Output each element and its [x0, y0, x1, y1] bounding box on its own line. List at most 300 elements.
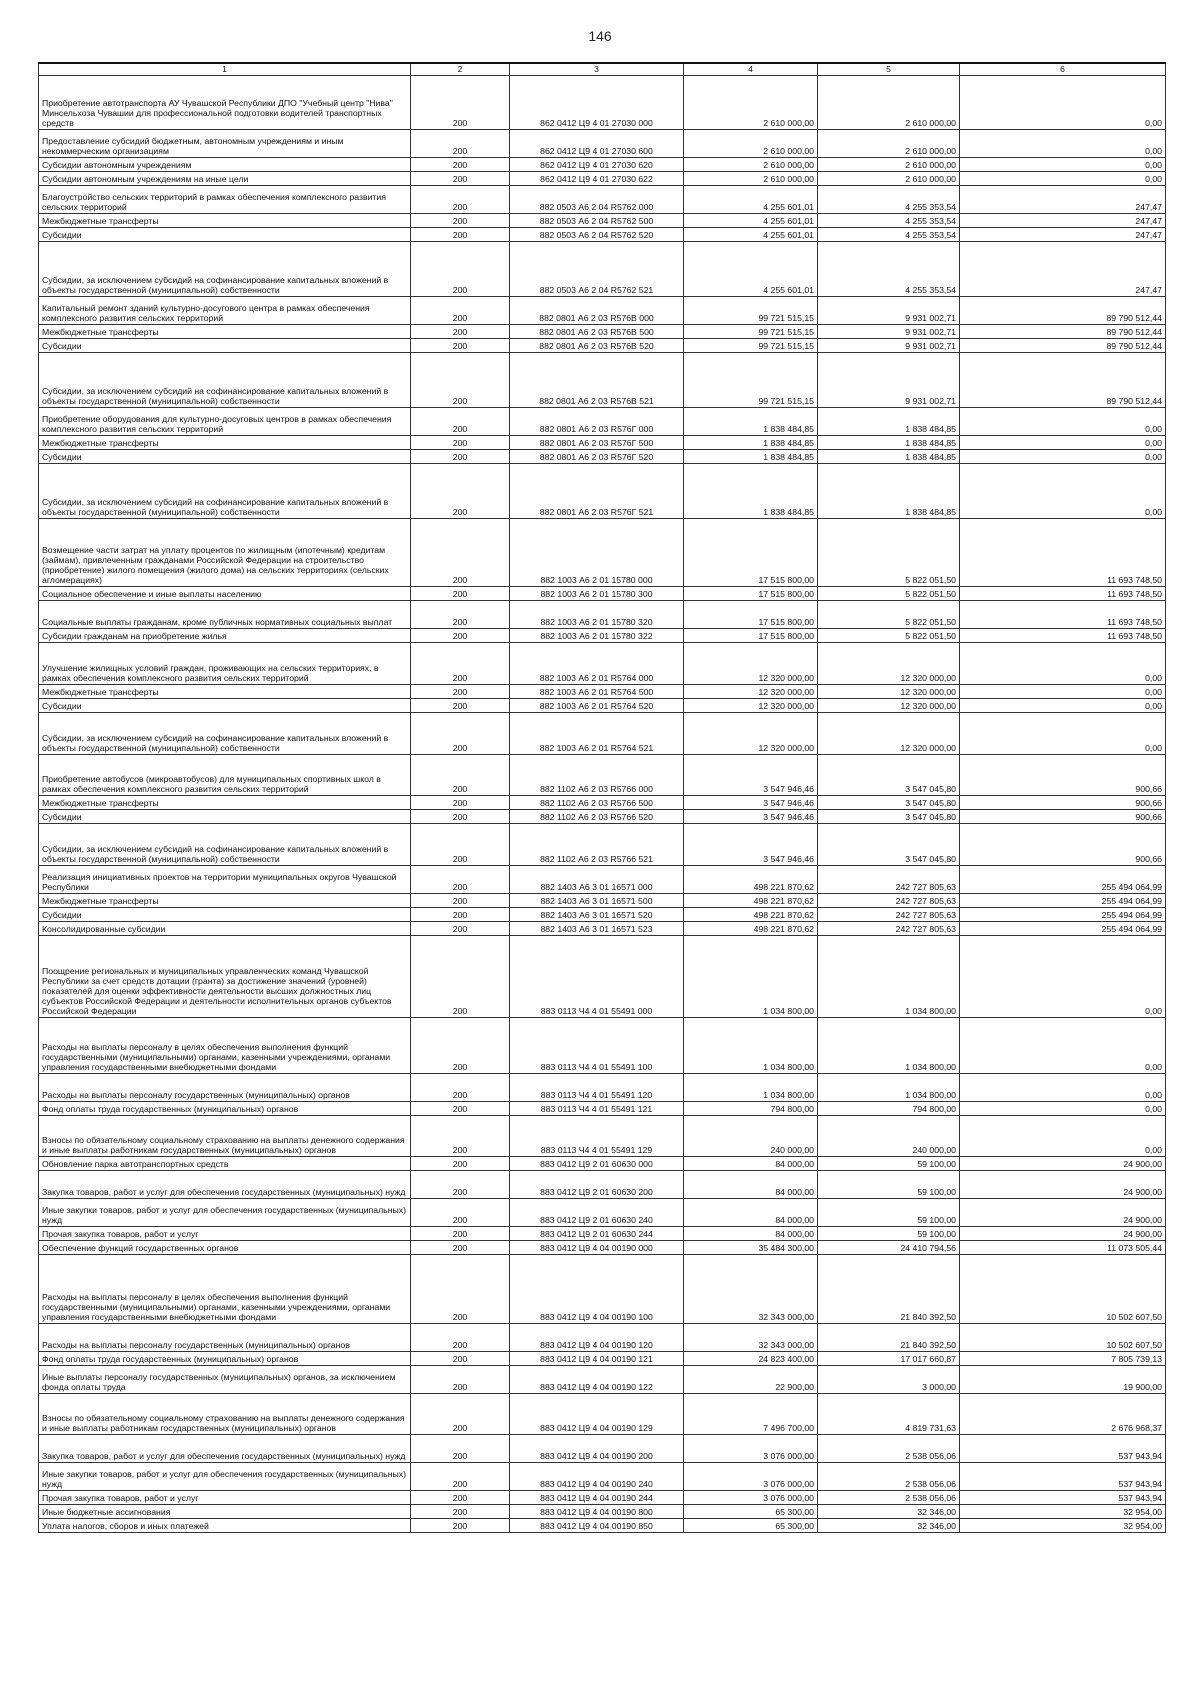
row-fact: 2 610 000,00 [818, 172, 960, 186]
table-row [39, 130, 1166, 158]
row-fact: 59 100,00 [818, 1157, 960, 1171]
row-code: 200 [411, 699, 510, 713]
header-row [39, 63, 1166, 76]
row-plan: 22 900,00 [684, 1366, 818, 1394]
row-name: Фонд оплаты труда государственных (муниципальных) органов [39, 1102, 411, 1116]
table-row [39, 339, 1166, 353]
row-rest: 247,47 [960, 186, 1166, 214]
row-rest: 11 073 505,44 [960, 1241, 1166, 1255]
table-row [39, 1227, 1166, 1241]
column-header: 2 [411, 63, 510, 76]
row-name: Субсидии [39, 228, 411, 242]
row-fact: 9 931 002,71 [818, 297, 960, 325]
row-kbk: 882 1403 А6 3 01 16571 520 [510, 908, 684, 922]
row-kbk: 862 0412 Ц9 4 01 27030 000 [510, 76, 684, 130]
row-name: Субсидии, за исключением субсидий на софинансирование капитальных вложений в объекты государственной (муниципальной) собственности [39, 242, 411, 297]
row-plan: 4 255 601,01 [684, 228, 818, 242]
row-name: Возмещение части затрат на уплату процентов по жилищным (ипотечным) кредитам (займам), привлеченным гражданами Российской Федерации на строительство (приобретение) жилого помещения (жилого дома) на сельских территориях (сельских агломерациях) [39, 519, 411, 587]
table-row [39, 936, 1166, 1018]
table-row [39, 464, 1166, 519]
row-rest: 11 693 748,50 [960, 629, 1166, 643]
row-fact: 21 840 392,50 [818, 1324, 960, 1352]
row-rest: 24 900,00 [960, 1171, 1166, 1199]
row-kbk: 882 0801 А6 2 03 R576Г 500 [510, 436, 684, 450]
row-plan: 32 343 000,00 [684, 1255, 818, 1324]
row-code: 200 [411, 908, 510, 922]
row-rest: 11 693 748,50 [960, 587, 1166, 601]
row-kbk: 883 0412 Ц9 4 04 00190 129 [510, 1394, 684, 1435]
row-rest: 537 943,94 [960, 1491, 1166, 1505]
row-fact: 17 017 660,87 [818, 1352, 960, 1366]
row-kbk: 882 1003 А6 2 01 15780 000 [510, 519, 684, 587]
table-row [39, 908, 1166, 922]
row-code: 200 [411, 1018, 510, 1074]
row-code: 200 [411, 1157, 510, 1171]
row-plan: 65 300,00 [684, 1519, 818, 1533]
row-kbk: 883 0412 Ц9 4 04 00190 120 [510, 1324, 684, 1352]
row-plan: 2 610 000,00 [684, 76, 818, 130]
row-kbk: 882 1003 А6 2 01 15780 300 [510, 587, 684, 601]
table-row [39, 76, 1166, 130]
row-fact: 242 727 805,63 [818, 908, 960, 922]
row-fact: 1 838 484,85 [818, 450, 960, 464]
row-code: 200 [411, 1171, 510, 1199]
row-kbk: 882 0801 А6 2 03 R576В 500 [510, 325, 684, 339]
column-header: 5 [818, 63, 960, 76]
row-plan: 4 255 601,01 [684, 214, 818, 228]
column-header: 3 [510, 63, 684, 76]
row-name: Закупка товаров, работ и услуг для обеспечения государственных (муниципальных) нужд [39, 1171, 411, 1199]
row-kbk: 882 0801 А6 2 03 R576Г 520 [510, 450, 684, 464]
row-rest: 11 693 748,50 [960, 519, 1166, 587]
row-code: 200 [411, 1255, 510, 1324]
table-row [39, 1491, 1166, 1505]
table-row [39, 643, 1166, 685]
row-plan: 84 000,00 [684, 1199, 818, 1227]
row-code: 200 [411, 796, 510, 810]
row-name: Иные закупки товаров, работ и услуг для обеспечения государственных (муниципальных) нужд [39, 1199, 411, 1227]
table-row [39, 1116, 1166, 1157]
row-code: 200 [411, 601, 510, 629]
row-plan: 3 547 946,46 [684, 796, 818, 810]
row-rest: 0,00 [960, 436, 1166, 450]
row-code: 200 [411, 353, 510, 408]
row-kbk: 882 0801 А6 2 03 R576В 000 [510, 297, 684, 325]
row-plan: 17 515 800,00 [684, 519, 818, 587]
table-row [39, 1018, 1166, 1074]
row-name: Межбюджетные трансферты [39, 685, 411, 699]
row-fact: 4 819 731,63 [818, 1394, 960, 1435]
row-rest: 900,66 [960, 755, 1166, 796]
table-row [39, 894, 1166, 908]
row-name: Прочая закупка товаров, работ и услуг [39, 1491, 411, 1505]
row-kbk: 883 0412 Ц9 4 04 00190 850 [510, 1519, 684, 1533]
row-name: Поощрение региональных и муниципальных управленческих команд Чувашской Республики за счет средств дотации (гранта) за достижение значений (уровней) показателей для оценки эффективности деятельности высших должностных лиц субъектов Российской Федерации и деятельности исполнительных органов субъектов Российской Федерации [39, 936, 411, 1018]
row-code: 200 [411, 643, 510, 685]
row-rest: 0,00 [960, 1102, 1166, 1116]
row-fact: 5 822 051,50 [818, 519, 960, 587]
row-fact: 1 034 800,00 [818, 1074, 960, 1102]
row-kbk: 883 0412 Ц9 2 01 60630 000 [510, 1157, 684, 1171]
row-code: 200 [411, 214, 510, 228]
row-rest: 24 900,00 [960, 1227, 1166, 1241]
row-plan: 32 343 000,00 [684, 1324, 818, 1352]
row-rest: 19 900,00 [960, 1366, 1166, 1394]
row-kbk: 862 0412 Ц9 4 01 27030 622 [510, 172, 684, 186]
row-name: Обновление парка автотранспортных средств [39, 1157, 411, 1171]
row-fact: 3 547 045,80 [818, 824, 960, 866]
row-code: 200 [411, 158, 510, 172]
row-rest: 247,47 [960, 228, 1166, 242]
row-fact: 1 034 800,00 [818, 1018, 960, 1074]
row-fact: 242 727 805,63 [818, 922, 960, 936]
row-code: 200 [411, 1102, 510, 1116]
row-rest: 0,00 [960, 408, 1166, 436]
row-plan: 99 721 515,15 [684, 339, 818, 353]
row-rest: 2 676 968,37 [960, 1394, 1166, 1435]
row-plan: 1 838 484,85 [684, 464, 818, 519]
table-row [39, 297, 1166, 325]
row-rest: 900,66 [960, 824, 1166, 866]
row-code: 200 [411, 297, 510, 325]
table-row [39, 1505, 1166, 1519]
row-code: 200 [411, 1435, 510, 1463]
row-code: 200 [411, 894, 510, 908]
row-rest: 0,00 [960, 1116, 1166, 1157]
row-name: Субсидии [39, 810, 411, 824]
row-name: Расходы на выплаты персоналу государственных (муниципальных) органов [39, 1074, 411, 1102]
row-rest: 255 494 064,99 [960, 922, 1166, 936]
row-fact: 794 800,00 [818, 1102, 960, 1116]
row-rest: 89 790 512,44 [960, 353, 1166, 408]
row-plan: 99 721 515,15 [684, 353, 818, 408]
row-name: Субсидии [39, 450, 411, 464]
row-plan: 3 547 946,46 [684, 810, 818, 824]
row-code: 200 [411, 228, 510, 242]
row-fact: 4 255 353,54 [818, 214, 960, 228]
row-name: Приобретение автотранспорта АУ Чувашской Республики ДПО "Учебный центр "Нива" Минсельхоза Чувашии для профессиональной подготовки водителей транспортных средств [39, 76, 411, 130]
row-kbk: 882 1003 А6 2 01 R5764 520 [510, 699, 684, 713]
row-name: Приобретение автобусов (микроавтобусов) для муниципальных спортивных школ в рамках обеспечения комплексного развития сельских территорий [39, 755, 411, 796]
table-row [39, 1074, 1166, 1102]
page-number: 146 [588, 28, 612, 44]
row-fact: 1 838 484,85 [818, 408, 960, 436]
row-name: Субсидии [39, 339, 411, 353]
table-row [39, 1366, 1166, 1394]
row-code: 200 [411, 1394, 510, 1435]
row-plan: 7 496 700,00 [684, 1394, 818, 1435]
row-name: Субсидии [39, 699, 411, 713]
row-code: 200 [411, 629, 510, 643]
row-name: Закупка товаров, работ и услуг для обеспечения государственных (муниципальных) нужд [39, 1435, 411, 1463]
row-kbk: 883 0412 Ц9 4 04 00190 200 [510, 1435, 684, 1463]
row-kbk: 883 0412 Ц9 4 04 00190 800 [510, 1505, 684, 1519]
row-code: 200 [411, 685, 510, 699]
row-rest: 0,00 [960, 699, 1166, 713]
row-fact: 240 000,00 [818, 1116, 960, 1157]
table-row [39, 1102, 1166, 1116]
row-kbk: 883 0412 Ц9 4 04 00190 000 [510, 1241, 684, 1255]
row-rest: 0,00 [960, 1018, 1166, 1074]
row-fact: 4 255 353,54 [818, 228, 960, 242]
row-fact: 4 255 353,54 [818, 186, 960, 214]
row-name: Субсидии, за исключением субсидий на софинансирование капитальных вложений в объекты государственной (муниципальной) собственности [39, 464, 411, 519]
row-fact: 12 320 000,00 [818, 685, 960, 699]
row-fact: 1 838 484,85 [818, 436, 960, 450]
row-kbk: 882 0503 А6 2 04 R5762 500 [510, 214, 684, 228]
row-fact: 12 320 000,00 [818, 713, 960, 755]
table-row [39, 755, 1166, 796]
row-rest: 537 943,94 [960, 1435, 1166, 1463]
row-code: 200 [411, 242, 510, 297]
row-rest: 255 494 064,99 [960, 894, 1166, 908]
row-name: Социальное обеспечение и иные выплаты населению [39, 587, 411, 601]
row-kbk: 883 0113 Ч4 4 01 55491 129 [510, 1116, 684, 1157]
row-name: Расходы на выплаты персоналу в целях обеспечения выполнения функций государственными (муниципальными) органами, казенными учреждениями, органами управления государственными внебюджетными фондами [39, 1255, 411, 1324]
table-row [39, 796, 1166, 810]
row-kbk: 883 0113 Ч4 4 01 55491 120 [510, 1074, 684, 1102]
row-code: 200 [411, 1199, 510, 1227]
row-fact: 3 000,00 [818, 1366, 960, 1394]
row-fact: 1 034 800,00 [818, 936, 960, 1018]
table-row [39, 325, 1166, 339]
row-name: Межбюджетные трансферты [39, 436, 411, 450]
row-plan: 1 838 484,85 [684, 408, 818, 436]
row-rest: 0,00 [960, 158, 1166, 172]
row-rest: 24 900,00 [960, 1199, 1166, 1227]
row-name: Расходы на выплаты персоналу государственных (муниципальных) органов [39, 1324, 411, 1352]
table-row [39, 186, 1166, 214]
row-kbk: 883 0412 Ц9 4 04 00190 240 [510, 1463, 684, 1491]
row-rest: 0,00 [960, 172, 1166, 186]
row-name: Межбюджетные трансферты [39, 325, 411, 339]
table-row [39, 1463, 1166, 1491]
table-row [39, 242, 1166, 297]
table-row [39, 1519, 1166, 1533]
row-fact: 32 346,00 [818, 1505, 960, 1519]
row-rest: 32 954,00 [960, 1519, 1166, 1533]
table-row [39, 1241, 1166, 1255]
table-row [39, 172, 1166, 186]
row-code: 200 [411, 755, 510, 796]
row-plan: 2 610 000,00 [684, 172, 818, 186]
row-plan: 2 610 000,00 [684, 130, 818, 158]
table-body [39, 76, 1166, 1533]
row-plan: 99 721 515,15 [684, 325, 818, 339]
row-fact: 3 547 045,80 [818, 796, 960, 810]
row-name: Межбюджетные трансферты [39, 214, 411, 228]
row-kbk: 882 0503 А6 2 04 R5762 000 [510, 186, 684, 214]
row-code: 200 [411, 1491, 510, 1505]
row-rest: 900,66 [960, 796, 1166, 810]
row-plan: 12 320 000,00 [684, 685, 818, 699]
row-plan: 24 823 400,00 [684, 1352, 818, 1366]
row-code: 200 [411, 810, 510, 824]
table-row [39, 685, 1166, 699]
table-row [39, 1157, 1166, 1171]
table-row [39, 214, 1166, 228]
row-rest: 0,00 [960, 643, 1166, 685]
row-kbk: 862 0412 Ц9 4 01 27030 600 [510, 130, 684, 158]
row-kbk: 883 0113 Ч4 4 01 55491 000 [510, 936, 684, 1018]
row-code: 200 [411, 130, 510, 158]
row-plan: 1 034 800,00 [684, 936, 818, 1018]
row-code: 200 [411, 76, 510, 130]
row-fact: 3 547 045,80 [818, 755, 960, 796]
table-row [39, 436, 1166, 450]
row-name: Субсидии, за исключением субсидий на софинансирование капитальных вложений в объекты государственной (муниципальной) собственности [39, 353, 411, 408]
table-row [39, 629, 1166, 643]
column-header: 4 [684, 63, 818, 76]
row-rest: 0,00 [960, 464, 1166, 519]
row-code: 200 [411, 1463, 510, 1491]
row-kbk: 882 1003 А6 2 01 15780 320 [510, 601, 684, 629]
row-rest: 247,47 [960, 214, 1166, 228]
row-code: 200 [411, 339, 510, 353]
row-code: 200 [411, 408, 510, 436]
row-name: Улучшение жилищных условий граждан, проживающих на сельских территориях, в рамках обеспечения комплексного развития сельских территорий [39, 643, 411, 685]
row-plan: 498 221 870,62 [684, 922, 818, 936]
row-code: 200 [411, 1352, 510, 1366]
table-row [39, 1324, 1166, 1352]
row-fact: 2 610 000,00 [818, 76, 960, 130]
row-name: Реализация инициативных проектов на территории муниципальных округов Чувашской Республики [39, 866, 411, 894]
row-rest: 10 502 607,50 [960, 1255, 1166, 1324]
row-rest: 0,00 [960, 1074, 1166, 1102]
row-code: 200 [411, 172, 510, 186]
row-fact: 12 320 000,00 [818, 699, 960, 713]
table-row [39, 866, 1166, 894]
row-code: 200 [411, 1074, 510, 1102]
row-plan: 17 515 800,00 [684, 629, 818, 643]
row-rest: 247,47 [960, 242, 1166, 297]
row-rest: 0,00 [960, 450, 1166, 464]
row-plan: 794 800,00 [684, 1102, 818, 1116]
row-code: 200 [411, 1324, 510, 1352]
row-kbk: 882 0801 А6 2 03 R576В 520 [510, 339, 684, 353]
column-header: 6 [960, 63, 1166, 76]
row-fact: 5 822 051,50 [818, 629, 960, 643]
row-fact: 3 547 045,80 [818, 810, 960, 824]
row-name: Иные выплаты персоналу государственных (муниципальных) органов, за исключением фонда оплаты труда [39, 1366, 411, 1394]
row-name: Субсидии, за исключением субсидий на софинансирование капитальных вложений в объекты государственной (муниципальной) собственности [39, 713, 411, 755]
row-code: 200 [411, 436, 510, 450]
row-code: 200 [411, 1505, 510, 1519]
row-rest: 0,00 [960, 130, 1166, 158]
row-fact: 12 320 000,00 [818, 643, 960, 685]
row-kbk: 882 1403 А6 3 01 16571 523 [510, 922, 684, 936]
row-plan: 84 000,00 [684, 1171, 818, 1199]
row-code: 200 [411, 464, 510, 519]
row-plan: 65 300,00 [684, 1505, 818, 1519]
row-kbk: 883 0412 Ц9 2 01 60630 200 [510, 1171, 684, 1199]
row-rest: 0,00 [960, 685, 1166, 699]
table-row [39, 699, 1166, 713]
row-code: 200 [411, 936, 510, 1018]
row-plan: 3 076 000,00 [684, 1491, 818, 1505]
row-plan: 3 547 946,46 [684, 824, 818, 866]
row-kbk: 883 0113 Ч4 4 01 55491 121 [510, 1102, 684, 1116]
row-kbk: 882 1003 А6 2 01 R5764 500 [510, 685, 684, 699]
row-fact: 9 931 002,71 [818, 325, 960, 339]
table-row [39, 587, 1166, 601]
row-rest: 255 494 064,99 [960, 866, 1166, 894]
row-name: Взносы по обязательному социальному страхованию на выплаты денежного содержания и иные выплаты работникам государственных (муниципальных) органов [39, 1116, 411, 1157]
row-rest: 255 494 064,99 [960, 908, 1166, 922]
row-kbk: 882 1403 А6 3 01 16571 000 [510, 866, 684, 894]
row-plan: 3 076 000,00 [684, 1463, 818, 1491]
row-rest: 10 502 607,50 [960, 1324, 1166, 1352]
row-fact: 242 727 805,63 [818, 894, 960, 908]
row-plan: 84 000,00 [684, 1227, 818, 1241]
table-row [39, 450, 1166, 464]
budget-table [38, 62, 1166, 1533]
row-kbk: 883 0412 Ц9 2 01 60630 240 [510, 1199, 684, 1227]
row-name: Предоставление субсидий бюджетным, автономным учреждениям и иным некоммерческим организациям [39, 130, 411, 158]
row-fact: 5 822 051,50 [818, 601, 960, 629]
row-name: Субсидии гражданам на приобретение жилья [39, 629, 411, 643]
row-name: Капитальный ремонт зданий культурно-досугового центра в рамках обеспечения комплексного развития сельских территорий [39, 297, 411, 325]
table-row [39, 713, 1166, 755]
row-name: Расходы на выплаты персоналу в целях обеспечения выполнения функций государственными (муниципальными) органами, казенными учреждениями, органами управления государственными внебюджетными фондами [39, 1018, 411, 1074]
row-name: Прочая закупка товаров, работ и услуг [39, 1227, 411, 1241]
row-name: Субсидии автономным учреждениям на иные цели [39, 172, 411, 186]
row-kbk: 883 0412 Ц9 4 04 00190 121 [510, 1352, 684, 1366]
row-plan: 99 721 515,15 [684, 297, 818, 325]
row-kbk: 882 0801 А6 2 03 R576Г 000 [510, 408, 684, 436]
row-plan: 1 838 484,85 [684, 436, 818, 450]
row-rest: 7 805 739,13 [960, 1352, 1166, 1366]
row-kbk: 882 1403 А6 3 01 16571 500 [510, 894, 684, 908]
row-plan: 498 221 870,62 [684, 908, 818, 922]
row-name: Взносы по обязательному социальному страхованию на выплаты денежного содержания и иные выплаты работникам государственных (муниципальных) органов [39, 1394, 411, 1435]
row-code: 200 [411, 587, 510, 601]
table-row [39, 158, 1166, 172]
row-plan: 1 034 800,00 [684, 1018, 818, 1074]
row-kbk: 882 0503 А6 2 04 R5762 520 [510, 228, 684, 242]
row-fact: 9 931 002,71 [818, 353, 960, 408]
row-name: Уплата налогов, сборов и иных платежей [39, 1519, 411, 1533]
row-plan: 3 076 000,00 [684, 1435, 818, 1463]
table-row [39, 824, 1166, 866]
row-plan: 4 255 601,01 [684, 186, 818, 214]
table-row [39, 1394, 1166, 1435]
row-code: 200 [411, 450, 510, 464]
table-row [39, 1171, 1166, 1199]
row-fact: 2 538 056,06 [818, 1435, 960, 1463]
row-fact: 5 822 051,50 [818, 587, 960, 601]
row-plan: 3 547 946,46 [684, 755, 818, 796]
row-rest: 32 954,00 [960, 1505, 1166, 1519]
row-kbk: 882 1102 А6 2 03 R5766 521 [510, 824, 684, 866]
row-kbk: 882 0801 А6 2 03 R576В 521 [510, 353, 684, 408]
row-name: Субсидии [39, 908, 411, 922]
row-fact: 2 538 056,06 [818, 1491, 960, 1505]
row-code: 200 [411, 1241, 510, 1255]
row-fact: 32 346,00 [818, 1519, 960, 1533]
row-kbk: 882 1102 А6 2 03 R5766 000 [510, 755, 684, 796]
row-fact: 59 100,00 [818, 1199, 960, 1227]
row-kbk: 882 1003 А6 2 01 R5764 000 [510, 643, 684, 685]
row-plan: 4 255 601,01 [684, 242, 818, 297]
row-name: Консолидированные субсидии [39, 922, 411, 936]
row-name: Приобретение оборудования для культурно-досуговых центров в рамках обеспечения комплексного развития сельских территорий [39, 408, 411, 436]
row-rest: 89 790 512,44 [960, 339, 1166, 353]
row-rest: 0,00 [960, 76, 1166, 130]
row-code: 200 [411, 866, 510, 894]
row-name: Субсидии, за исключением субсидий на софинансирование капитальных вложений в объекты государственной (муниципальной) собственности [39, 824, 411, 866]
row-fact: 4 255 353,54 [818, 242, 960, 297]
